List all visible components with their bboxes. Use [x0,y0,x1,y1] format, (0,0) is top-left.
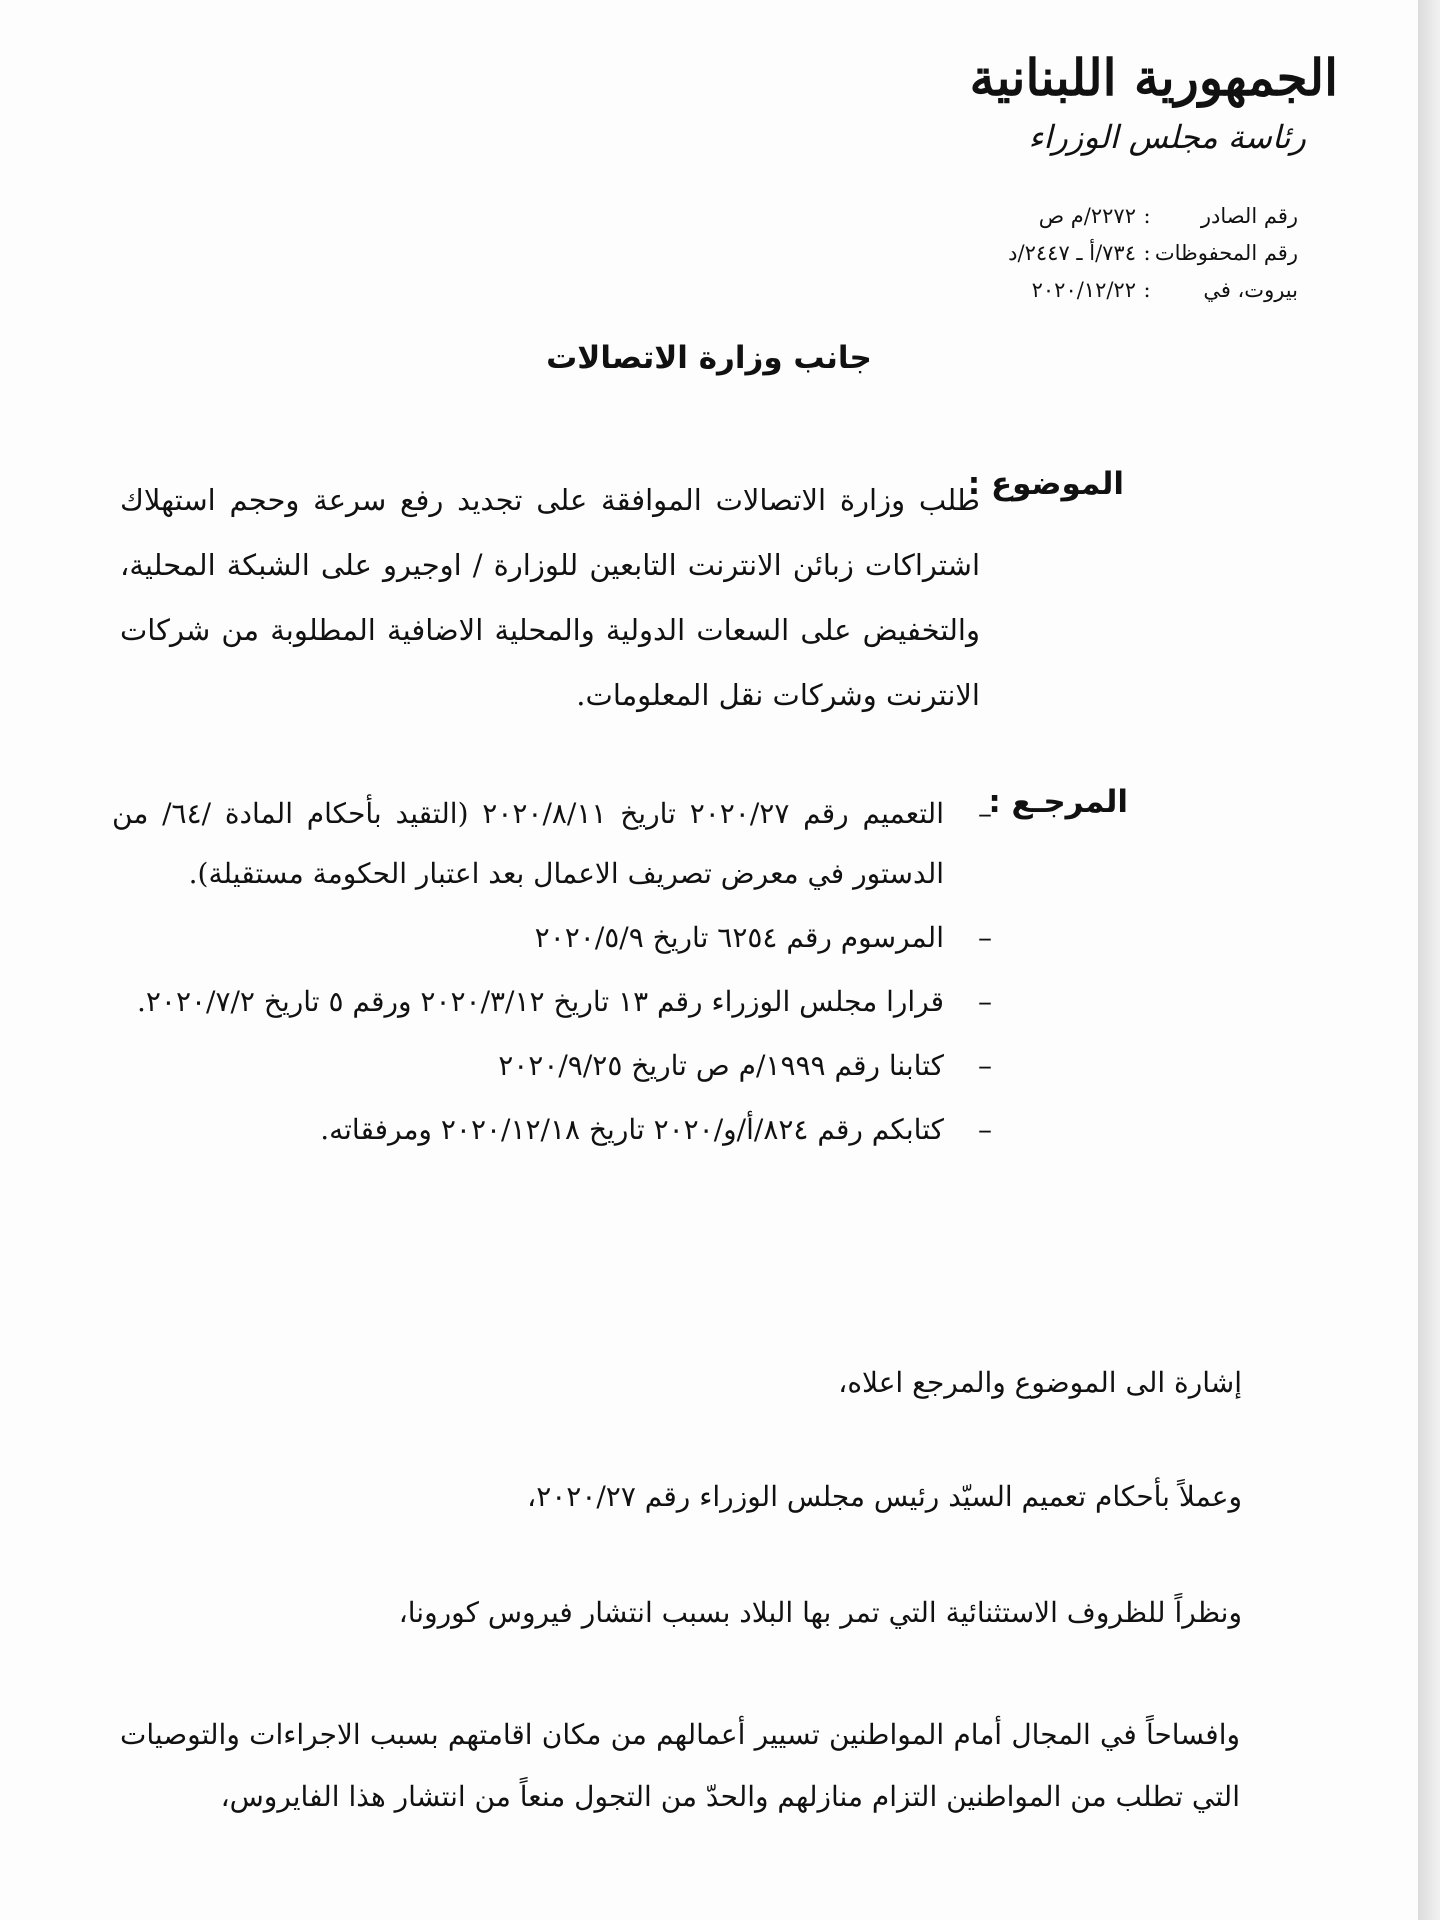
reference-item [112,784,992,904]
reference-block [1008,204,1298,302]
subject-label: الموضوع : [967,466,1124,502]
references-label: المرجـع : [988,784,1128,820]
body-paragraph-4: وافساحاً في المجال أمام المواطنين تسيير أعمالهم من مكان اقامتهم بسبب الاجراءات والتوصيات التي تطلب من المواطنين التزام منازلهم والحدّ من التجول منعاً من انتشار هذا الفايروس، [120,1718,1240,1813]
letterhead-republic: الجمهورية اللبنانية [969,48,1338,107]
reference-item [112,908,992,968]
list-dash: – [978,921,992,954]
reference-item [112,972,992,1032]
body-paragraph-1: إشارة الى الموضوع والمرجع اعلاه، [838,1366,1242,1399]
reference-text: كتابنا رقم ١٩٩٩/م ص تاريخ ٢٠٢٠/٩/٢٥ [498,1049,944,1082]
list-dash: – [978,797,992,830]
date-line [1008,278,1298,302]
subject-text: طلب وزارة الاتصالات الموافقة على تجديد رفع سرعة وحجم استهلاك اشتراكات زبائن الانترنت التابعين للوزارة / اوجيرو على الشبكة المحلية، والتخفيض على السعات الدولية والمحلية الاضافية المطلوبة من شركات الانترنت وشركات نقل المعلومات. [120,483,980,712]
separator: : [1143,278,1151,302]
letterhead-presidency: رئاسة مجلس الوزراء [1028,118,1306,156]
reference-text: كتابكم رقم ٨٢٤/أ/و/٢٠٢٠ تاريخ ٢٠٢٠/١٢/١٨ ومرفقاته. [320,1113,944,1146]
page-edge [1418,0,1440,1920]
body-paragraph-3: ونظراً للظروف الاستثنائية التي تمر بها البلاد بسبب انتشار فيروس كورونا، [398,1596,1242,1629]
date-value: ٢٠٢٠/١٢/٢٢ [1031,278,1136,302]
separator: : [1143,241,1151,265]
outgoing-number-value: ٢٢٧٢/م ص [1038,204,1136,228]
reference-text: قرارا مجلس الوزراء رقم ١٣ تاريخ ٢٠٢٠/٣/١٢ ورقم ٥ تاريخ ٢٠٢٠/٧/٢. [136,985,944,1018]
reference-text: المرسوم رقم ٦٢٥٤ تاريخ ٢٠٢٠/٥/٩ [534,921,944,954]
archive-number-label: رقم المحفوظات [1154,241,1298,265]
list-dash: – [978,1113,992,1146]
place-label: بيروت، في [1203,278,1298,302]
separator: : [1143,204,1151,228]
archive-number-line [1008,241,1298,265]
outgoing-number-label: رقم الصادر [1200,204,1298,228]
references-list [112,784,992,1164]
body-paragraph-2: وعملاً بأحكام تعميم السيّد رئيس مجلس الوزراء رقم ٢٠٢٠/٢٧، [527,1480,1242,1513]
archive-number-value: ٧٣٤/أ ـ ٢٤٤٧/د [1008,241,1136,265]
reference-text: التعميم رقم ٢٠٢٠/٢٧ تاريخ ٢٠٢٠/٨/١١ (التقيد بأحكام المادة /٦٤/ من الدستور في معرض تصريف الاعمال بعد اعتبار الحكومة مستقيلة). [112,797,944,890]
list-dash: – [978,985,992,1018]
reference-item [112,1100,992,1160]
recipient-heading: جانب وزارة الاتصالات [546,340,872,376]
reference-item [112,1036,992,1096]
list-dash: – [978,1049,992,1082]
outgoing-number-line [1008,204,1298,228]
